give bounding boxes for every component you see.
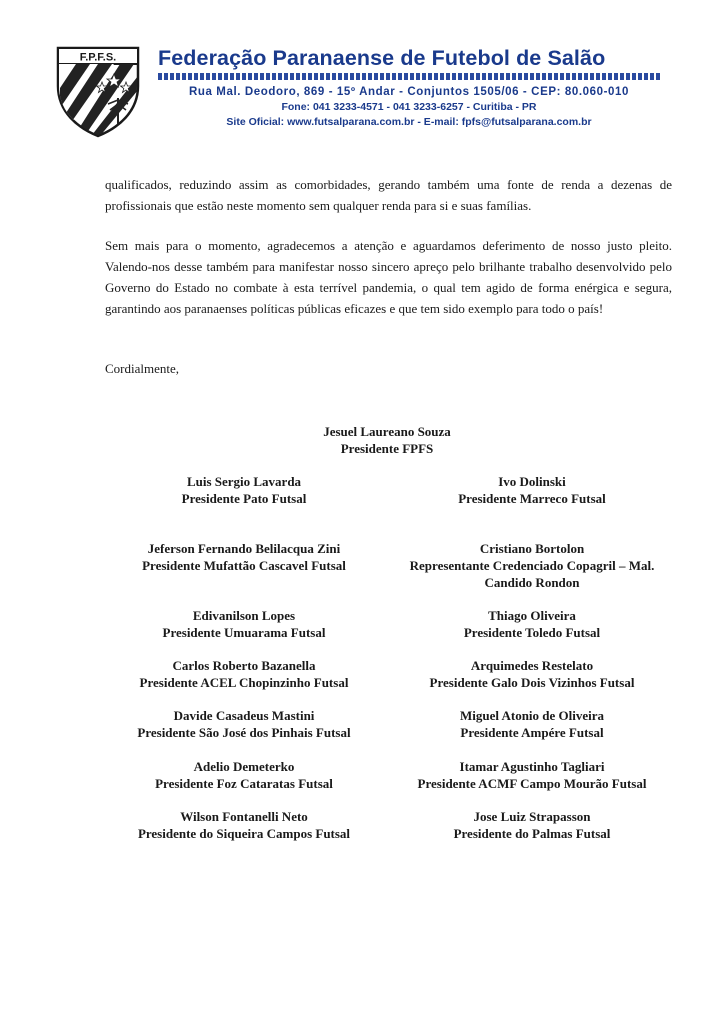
signature-block xyxy=(390,758,674,792)
crest-text: F.P.F.S. xyxy=(79,51,117,64)
signatory-title: Presidente do Palmas Futsal xyxy=(453,826,611,841)
signatory-name: Itamar Agustinho Tagliari xyxy=(459,759,605,774)
signatory-title: Presidente Toledo Futsal xyxy=(463,625,601,640)
org-name: Federação Paranaense de Futebol de Salão xyxy=(158,46,606,70)
signatory-name: Jose Luiz Strapasson xyxy=(473,809,591,824)
signatory-name: Thiago Oliveira xyxy=(488,608,576,623)
signature-block xyxy=(104,657,384,691)
signatory-title: Presidente ACMF Campo Mourão Futsal xyxy=(417,776,647,791)
signature-block xyxy=(390,607,674,641)
letterhead xyxy=(0,0,724,140)
signatory-name: Jesuel Laureano Souza xyxy=(323,424,451,439)
signatory-name: Wilson Fontanelli Neto xyxy=(180,809,308,824)
signatory-name: Cristiano Bortolon xyxy=(479,541,585,556)
signatory-name: Arquimedes Restelato xyxy=(470,658,594,673)
signatory-title: Presidente Ampére Futsal xyxy=(460,725,604,740)
signatory-name: Carlos Roberto Bazanella xyxy=(172,658,316,673)
signature-block xyxy=(104,808,384,842)
signature-block xyxy=(104,758,384,792)
signature-block xyxy=(104,473,384,507)
body-paragraph-1: qualificados, reduzindo assim as comorbidades, gerando também uma fonte de renda a dezenas de profissionais que estão neste momento sem qualquer renda para si e suas famílias. xyxy=(105,177,672,213)
signatory-name: Adelio Demeterko xyxy=(193,759,295,774)
signature-block xyxy=(390,808,674,842)
signatory-title: Presidente Galo Dois Vizinhos Futsal xyxy=(429,675,635,690)
signatory-title: Presidente Marreco Futsal xyxy=(458,491,606,506)
signatory-title: Presidente Umuarama Futsal xyxy=(162,625,326,640)
header-divider xyxy=(158,73,660,80)
fpfs-crest-icon xyxy=(56,46,140,138)
signature-block xyxy=(390,540,674,591)
signatory-title: Presidente Pato Futsal xyxy=(181,491,307,506)
signature-block xyxy=(104,607,384,641)
signature-block xyxy=(390,473,674,507)
signatory-title: Representante Credenciado Copagril – Mal. Candido Rondon xyxy=(409,558,655,590)
signatory-title: Presidente Foz Cataratas Futsal xyxy=(155,776,333,791)
signatory-title: Presidente Mufattão Cascavel Futsal xyxy=(142,558,346,573)
closing: Cordialmente, xyxy=(105,361,180,376)
signature-block xyxy=(390,657,674,691)
site-email-line: Site Oficial: www.futsalparana.com.br - E-mail: fpfs@futsalparana.com.br xyxy=(226,116,592,128)
signatory-name: Ivo Dolinski xyxy=(498,474,566,489)
signatory-title: Presidente ACEL Chopinzinho Futsal xyxy=(139,675,349,690)
signature-block xyxy=(104,540,384,574)
signature-block xyxy=(390,707,674,741)
signatory-name: Jeferson Fernando Belilacqua Zini xyxy=(147,541,341,556)
signatory-title: Presidente São José dos Pinhais Futsal xyxy=(137,725,351,740)
signatory-title: Presidente do Siqueira Campos Futsal xyxy=(137,826,351,841)
signatory-name: Davide Casadeus Mastini xyxy=(173,708,315,723)
address-line: Rua Mal. Deodoro, 869 - 15º Andar - Conjuntos 1505/06 - CEP: 80.060-010 xyxy=(188,86,630,98)
signatory-name: Luis Sergio Lavarda xyxy=(186,474,302,489)
signature-main xyxy=(232,423,542,457)
body-paragraph-2: Sem mais para o momento, agradecemos a atenção e aguardamos deferimento de nosso justo pleito. Valendo-nos desse também para manifestar nosso sincero apreço pelo brilhante trabalho desenvolvido pelo Governo do Estado no combate à esta terrível pandemia, o qual tem agido de forma enérgica e segura, garantindo aos paranaenses políticas públicas eficazes e que tem sido exemplo para todo o país! xyxy=(105,238,672,316)
signature-block xyxy=(104,707,384,741)
signatory-name: Miguel Atonio de Oliveira xyxy=(459,708,605,723)
signatory-name: Edivanilson Lopes xyxy=(192,608,296,623)
signatory-title: Presidente FPFS xyxy=(340,441,434,456)
phone-line: Fone: 041 3233-4571 - 041 3233-6257 - Curitiba - PR xyxy=(281,101,537,113)
